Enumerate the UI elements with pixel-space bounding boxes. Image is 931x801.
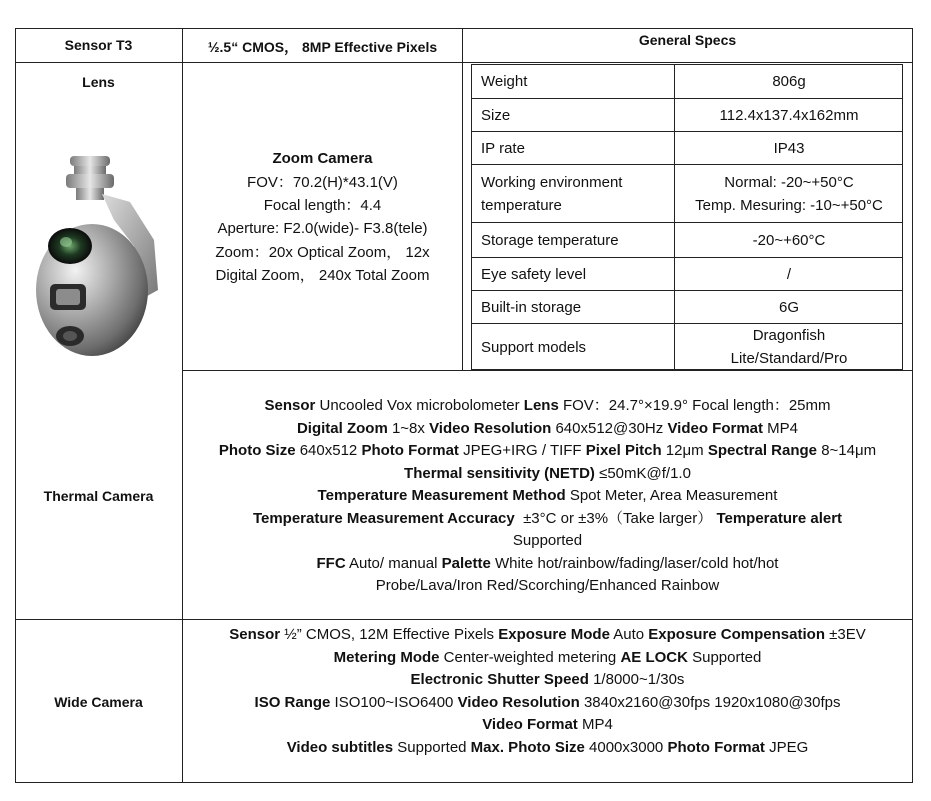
thermal-line	[183, 440, 912, 463]
thermal-spec-key: Digital Zoom	[296, 419, 388, 437]
wide-spec-value: 4000x3000	[584, 738, 668, 756]
spec-value-size: 112.4x137.4x162mm	[719, 107, 859, 124]
thermal-line	[183, 463, 912, 486]
wide-line	[183, 647, 912, 670]
wide-spec-key: Photo Format	[667, 738, 765, 756]
spec-label-models: Support models	[481, 339, 587, 356]
zoom-fov: FOV：70.2(H)*43.1(V)	[247, 174, 398, 191]
spec-border-mid	[674, 64, 675, 370]
gimbal-camera-image	[36, 150, 162, 362]
thermal-spec-value: JPEG+IRG / TIFF	[458, 442, 586, 459]
wide-line	[183, 714, 912, 737]
zoom-aperture: Aperture: F2.0(wide)- F3.8(tele)	[217, 220, 428, 237]
spec-value-weight: 806g	[772, 73, 806, 90]
spec-value-eye-safety: /	[786, 266, 792, 283]
thermal-spec-key: Temperature alert	[716, 509, 843, 527]
thermal-spec-key: Lens	[523, 397, 559, 414]
thermal-spec-value: MP4	[763, 419, 799, 437]
spec-border-2	[471, 131, 903, 132]
spec-border-left	[471, 64, 472, 370]
border-left	[15, 28, 16, 783]
thermal-spec-value: Uncooled Vox microbolometer	[315, 397, 524, 414]
spec-border-1	[471, 98, 903, 99]
wide-spec-key: Electronic Shutter Speed	[410, 671, 589, 688]
thermal-spec-value: Supported	[512, 532, 583, 549]
thermal-spec-value: Spot Meter, Area Measurement	[565, 487, 778, 504]
wide-spec-key: ISO Range	[254, 693, 331, 711]
spec-label-working-temp: Working environment temperature	[481, 174, 623, 214]
border-col2	[462, 28, 463, 371]
sensor-value: ½.5“ CMOS， 8MP Effective Pixels	[207, 39, 438, 55]
wide-spec-value: Supported	[687, 648, 762, 666]
wide-line	[183, 624, 912, 647]
thermal-spec-key: Photo Size	[218, 442, 296, 459]
wide-spec-key: Sensor	[229, 626, 281, 643]
thermal-spec-value: 640x512@30Hz	[551, 419, 668, 437]
thermal-spec-key: Sensor	[264, 397, 316, 414]
thermal-line	[183, 553, 912, 576]
spec-value-working-temp: Normal: -20~+50°C Temp. Mesuring: -10~+50°C	[695, 174, 883, 214]
zoom-camera-title: Zoom Camera	[272, 150, 373, 167]
border-bottom	[15, 782, 913, 783]
thermal-spec-value: 640x512	[295, 442, 362, 459]
wide-spec-key: Metering Mode	[333, 648, 440, 666]
thermal-spec-value: 8~14μm	[817, 442, 877, 459]
sensor-label: Sensor T3	[64, 37, 133, 53]
border-right	[912, 28, 913, 783]
thermal-specs	[183, 395, 912, 598]
thermal-spec-value: Probe/Lava/Iron Red/Scorching/Enhanced Rainbow	[375, 577, 720, 594]
thermal-spec-value: FOV：24.7°×19.9° Focal length：25mm	[558, 397, 831, 414]
spec-label-size: Size	[481, 107, 511, 124]
wide-line	[183, 692, 912, 715]
thermal-spec-value: Auto/ manual	[345, 554, 442, 572]
spec-label-storage-temp: Storage temperature	[481, 232, 619, 249]
wide-spec-value: JPEG	[764, 738, 809, 756]
wide-spec-value: Auto	[609, 626, 649, 643]
thermal-spec-key: Video Resolution	[429, 419, 552, 437]
wide-camera-label: Wide Camera	[54, 694, 143, 710]
wide-spec-key: Max. Photo Size	[470, 738, 585, 756]
thermal-spec-key: Spectral Range	[707, 442, 818, 459]
wide-spec-value: Center-weighted metering	[439, 648, 621, 666]
thermal-line	[183, 485, 912, 508]
spec-value-models: Dragonfish Lite/Standard/Pro	[730, 327, 848, 367]
wide-spec-key: Exposure Compensation	[648, 626, 825, 643]
wide-spec-value: ½” CMOS, 12M Effective Pixels	[280, 626, 499, 643]
thermal-spec-value: ±3°C or ±3%（Take larger）	[514, 509, 717, 527]
wide-spec-value: MP4	[577, 716, 613, 733]
spec-border-top	[471, 64, 903, 65]
thermal-camera-label: Thermal Camera	[43, 488, 154, 504]
thermal-line	[183, 575, 912, 598]
spec-border-4	[471, 222, 903, 223]
spec-border-6	[471, 290, 903, 291]
border-lens-bottom	[182, 370, 913, 371]
thermal-spec-key: Palette	[441, 554, 491, 572]
wide-spec-key: Video subtitles	[286, 738, 394, 756]
thermal-spec-value: 12μm	[661, 442, 708, 459]
zoom-focal-length: Focal length：4.4	[263, 197, 382, 214]
wide-spec-key: AE LOCK	[620, 648, 688, 666]
border-thermal-bottom	[15, 619, 913, 620]
wide-specs	[183, 624, 912, 759]
zoom-line-1: Zoom：20x Optical Zoom， 12x	[215, 244, 430, 261]
thermal-spec-key: Temperature Measurement Method	[317, 487, 566, 504]
wide-spec-value: ISO100~ISO6400	[330, 693, 458, 711]
thermal-line	[183, 508, 912, 531]
thermal-line	[183, 395, 912, 418]
border-top	[15, 28, 913, 29]
general-specs-heading: General Specs	[638, 32, 737, 48]
wide-spec-key: Video Format	[482, 716, 578, 733]
wide-line	[183, 737, 912, 760]
spec-value-storage: 6G	[778, 299, 799, 316]
thermal-spec-value: White hot/rainbow/fading/laser/cold hot/hot	[490, 554, 779, 572]
thermal-spec-value: 1~8x	[387, 419, 430, 437]
thermal-spec-key: Thermal sensitivity (NETD)	[404, 464, 595, 482]
border-header-bottom	[15, 62, 913, 63]
spec-label-weight: Weight	[481, 73, 528, 90]
spec-label-eye-safety: Eye safety level	[481, 266, 587, 283]
spec-value-ip: IP43	[773, 140, 805, 157]
wide-spec-key: Video Resolution	[457, 693, 580, 711]
thermal-spec-value: ≤50mK@f/1.0	[594, 464, 691, 482]
spec-value-storage-temp: -20~+60°C	[752, 232, 826, 249]
zoom-line-2: Digital Zoom， 240x Total Zoom	[215, 267, 430, 284]
wide-spec-value: 3840x2160@30fps 1920x1080@30fps	[579, 693, 841, 711]
lens-label: Lens	[82, 74, 115, 90]
wide-spec-value: Supported	[393, 738, 471, 756]
thermal-spec-key: Temperature Measurement Accuracy	[252, 509, 515, 527]
spec-border-right	[902, 64, 903, 370]
wide-line	[183, 669, 912, 692]
thermal-spec-key: Pixel Pitch	[585, 442, 662, 459]
spec-label-storage: Built-in storage	[481, 299, 582, 316]
thermal-spec-key: Photo Format	[361, 442, 459, 459]
thermal-spec-key: Video Format	[667, 419, 764, 437]
thermal-line	[183, 530, 912, 553]
wide-spec-key: Exposure Mode	[498, 626, 610, 643]
thermal-line	[183, 418, 912, 441]
thermal-spec-key: FFC	[316, 554, 346, 572]
spec-border-5	[471, 257, 903, 258]
wide-spec-value: ±3EV	[824, 626, 866, 643]
spec-label-ip: IP rate	[481, 140, 525, 157]
spec-border-3	[471, 164, 903, 165]
wide-spec-value: 1/8000~1/30s	[588, 671, 685, 688]
